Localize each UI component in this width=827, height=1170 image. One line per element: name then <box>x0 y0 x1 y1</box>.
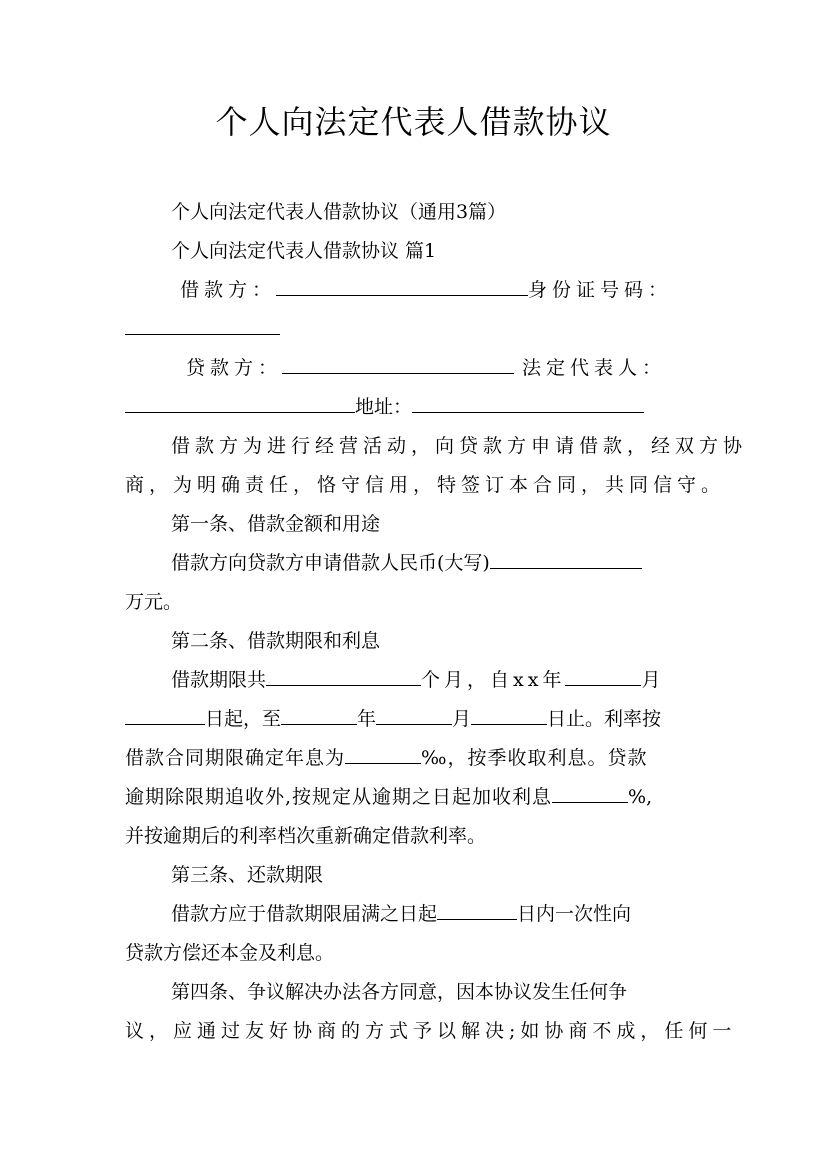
borrower-line <box>180 277 705 303</box>
end-day-blank[interactable] <box>471 706 547 725</box>
legal-rep-blank[interactable] <box>125 394 355 413</box>
end-month-blank[interactable] <box>376 706 452 725</box>
article-4-line-1: 第四条、争议解决办法各方同意，因本协议发生任何争 <box>171 981 628 1003</box>
article-2-text-e: 年 <box>357 708 377 730</box>
start-day-blank[interactable] <box>125 706 205 725</box>
article-1-heading: 第一条、借款金额和用途 <box>171 513 381 535</box>
end-year-blank[interactable] <box>281 706 357 725</box>
id-number-line <box>125 316 705 342</box>
document-title: 个人向法定代表人借款协议 <box>215 103 612 141</box>
article-2-text-h: 借款合同期限确定年息为 <box>125 747 346 769</box>
article-2-heading: 第二条、借款期限和利息 <box>171 630 381 652</box>
lender-line <box>186 355 705 381</box>
annual-rate-blank[interactable] <box>345 745 421 764</box>
article-2-line-4 <box>125 784 705 810</box>
address-line <box>125 394 705 420</box>
article-3-text-a: 借款方应于借款期限届满之日起 <box>171 903 438 925</box>
article-3-line-1 <box>171 901 705 927</box>
article-4-line-2: 议，应通过友好协商的方式予以解决;如协商不成，任何一 <box>125 1020 737 1042</box>
intro-line-2: 商，为明确责任，恪守信用，特签订本合同，共同信守。 <box>125 474 726 496</box>
article-2-text-b: 个月，自xx年 <box>421 669 566 691</box>
id-number-label: 身份证号码： <box>528 279 673 301</box>
address-blank[interactable] <box>412 394 644 413</box>
article-2-line-2 <box>125 706 705 732</box>
intro-line-1: 借款方为进行经营活动，向贷款方申请借款，经双方协 <box>171 435 748 457</box>
article-2-text-c: 月 <box>641 669 661 691</box>
part-heading: 个人向法定代表人借款协议 篇1 <box>171 240 437 262</box>
repayment-days-blank[interactable] <box>437 901 517 920</box>
loan-months-blank[interactable] <box>266 667 421 686</box>
article-2-text-i: ‰，按季收取利息。贷款 <box>421 747 648 769</box>
lender-label: 贷款方： <box>186 357 283 379</box>
article-1-line-2: 万元。 <box>125 591 183 613</box>
id-number-blank[interactable] <box>125 316 280 335</box>
borrower-label: 借款方： <box>180 279 277 301</box>
lender-blank[interactable] <box>282 355 514 374</box>
article-1-text: 借款方向贷款方申请借款人民币(大写) <box>171 552 490 574</box>
start-month-blank[interactable] <box>565 667 641 686</box>
article-2-text-d: 日起，至 <box>205 708 282 730</box>
borrower-blank[interactable] <box>276 277 528 296</box>
article-3-line-2: 贷款方偿还本金及利息。 <box>125 942 335 964</box>
article-2-text-j: 逾期除限期追收外,按规定从逾期之日起加收利息 <box>125 786 553 808</box>
article-2-line-5: 并按逾期后的利率档次重新确定借款利率。 <box>125 825 487 847</box>
article-2-text-a: 借款期限共 <box>171 669 267 691</box>
article-3-heading: 第三条、还款期限 <box>171 864 324 886</box>
penalty-rate-blank[interactable] <box>552 784 628 803</box>
document-subtitle: 个人向法定代表人借款协议（通用3篇） <box>171 201 507 223</box>
article-2-text-k: %, <box>628 786 653 808</box>
address-label: 地址： <box>355 396 413 418</box>
article-2-text-f: 月 <box>452 708 472 730</box>
article-2-line-3 <box>125 745 705 771</box>
article-2-text-g: 日止。利率按 <box>547 708 662 730</box>
loan-amount-blank[interactable] <box>490 550 642 569</box>
legal-rep-label: 法定代表人： <box>522 357 667 379</box>
article-1-line-1 <box>171 550 705 576</box>
article-2-line-1 <box>171 667 705 693</box>
article-3-text-b: 日内一次性向 <box>517 903 632 925</box>
